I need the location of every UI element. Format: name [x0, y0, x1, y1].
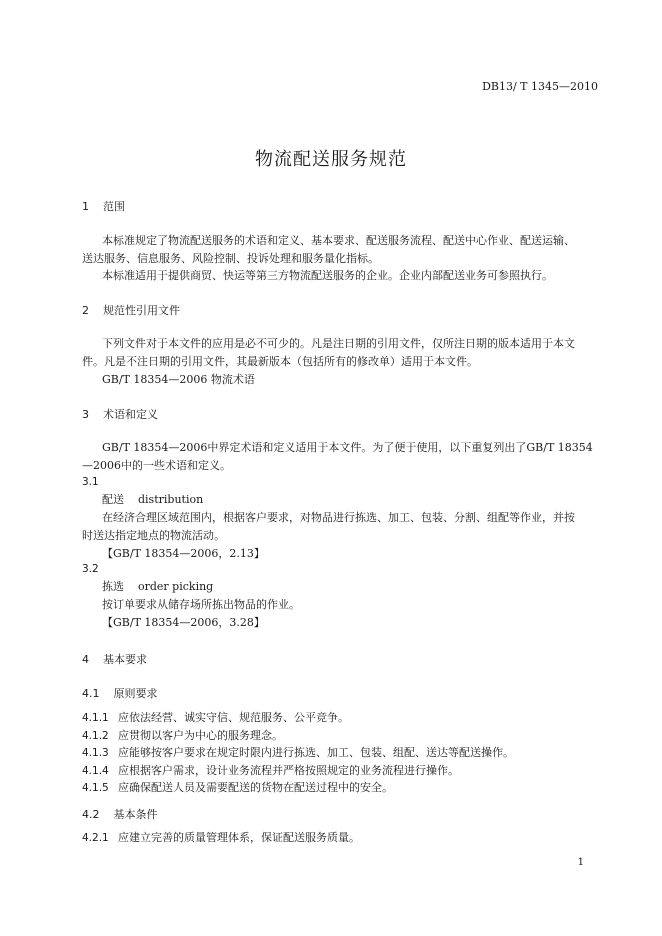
- clause-4-1-2: 4.1.2 应贯彻以客户为中心的服务理念。: [82, 729, 283, 742]
- term-3-1-definition-line-1: 在经济合理区域范围内，根据客户要求，对物品进行拣选、加工、包装、分割、组配等作业，并按: [102, 511, 575, 524]
- document-title: 物流配送服务规范: [255, 149, 407, 170]
- section-2-para-line-2: 件。凡是不注日期的引用文件，其最新版本（包括所有的修改单）适用于本文件。: [82, 355, 478, 368]
- section-1-heading: 1 范围: [82, 200, 125, 213]
- term-3-1-name: 配送 distribution: [102, 493, 204, 506]
- term-3-1-definition-line-2: 时送达指定地点的物流活动。: [82, 529, 225, 542]
- standard-number: DB13/ T 1345—2010: [482, 80, 598, 93]
- section-1-para-1-line-1: 本标准规定了物流配送服务的术语和定义、基本要求、配送服务流程、配送中心作业、配送运输、: [102, 234, 575, 247]
- clause-4-1-4: 4.1.4 应根据客户需求，设计业务流程并严格按照规定的业务流程进行操作。: [82, 764, 459, 777]
- term-3-1-number: 3.1: [82, 476, 99, 488]
- term-3-2-name: 拣选 order picking: [102, 580, 214, 593]
- section-4-2-heading: 4.2 基本条件: [82, 808, 158, 821]
- clause-4-1-5: 4.1.5 应确保配送人员及需要配送的货物在配送过程中的安全。: [82, 781, 393, 794]
- section-1-para-2: 本标准适用于提供商贸、快运等第三方物流配送服务的企业。企业内部配送业务可参照执行。: [102, 269, 553, 282]
- term-3-2-definition: 按订单要求从储存场所拣出物品的作业。: [102, 598, 300, 611]
- section-3-heading: 3 术语和定义: [82, 408, 158, 421]
- clause-4-1-1: 4.1.1 应依法经营、诚实守信、规范服务、公平竞争。: [82, 711, 349, 724]
- normative-reference: GB/T 18354—2006 物流术语: [102, 373, 255, 386]
- section-2-para-line-1: 下列文件对于本文件的应用是必不可少的。凡是注日期的引用文件，仅所注日期的版本适用于本文: [102, 337, 575, 350]
- section-1-para-1-line-2: 送达服务、信息服务、风险控制、投诉处理和服务量化指标。: [82, 252, 379, 265]
- term-3-1-source: 【GB/T 18354—2006，2.13】: [102, 547, 265, 560]
- term-3-2-number: 3.2: [82, 563, 99, 575]
- section-2-heading: 2 规范性引用文件: [82, 304, 180, 317]
- page-number: 1: [577, 857, 584, 868]
- term-3-2-source: 【GB/T 18354—2006，3.28】: [102, 616, 265, 629]
- section-4-1-heading: 4.1 原则要求: [82, 687, 158, 700]
- clause-4-1-3: 4.1.3 应能够按客户要求在规定时限内进行拣选、加工、包装、组配、送达等配送操作。: [82, 746, 514, 759]
- section-3-para-line-2: —2006中的一些术语和定义。: [82, 459, 231, 472]
- clause-4-2-1: 4.2.1 应建立完善的质量管理体系，保证配送服务质量。: [82, 831, 360, 844]
- section-4-heading: 4 基本要求: [82, 653, 147, 666]
- section-3-para-line-1: GB/T 18354—2006中界定术语和定义适用于本文件。为了便于使用，以下重复列出了GB/T 18354: [102, 441, 593, 454]
